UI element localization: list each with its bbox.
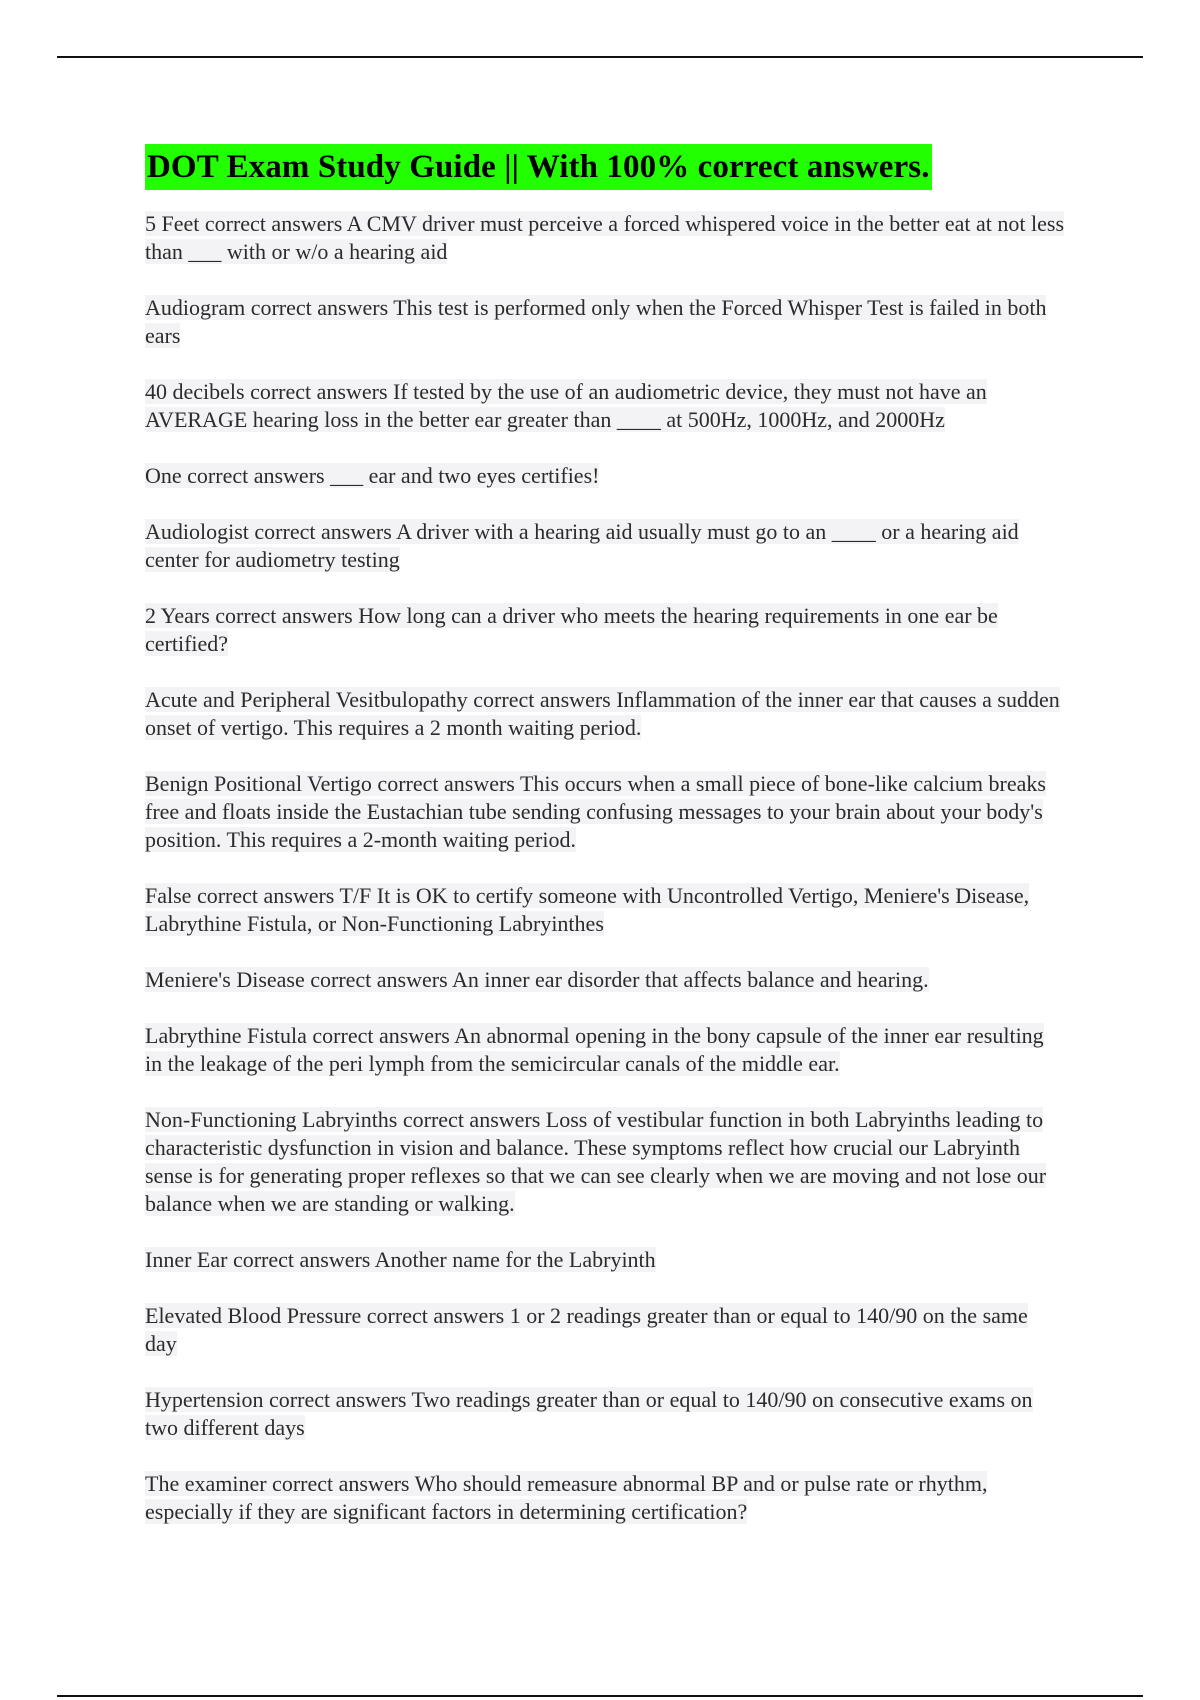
document-body — [145, 144, 1065, 1554]
header-rule — [57, 56, 1143, 58]
entry-text: Benign Positional Vertigo correct answers This occurs when a small piece of bone-like calcium breaks free and floats inside the Eustachian tube sending confusing messages to your brain about your body's position. This requires a 2-month waiting period. — [145, 771, 1046, 852]
entry-text: Acute and Peripheral Vesitbulopathy correct answers Inflammation of the inner ear that causes a sudden onset of vertigo. This requires a 2 month waiting period. — [145, 687, 1060, 740]
entry-audiologist — [145, 518, 1065, 574]
entry-text: Hypertension correct answers Two readings greater than or equal to 140/90 on consecutive exams on two different days — [145, 1387, 1033, 1440]
entry-benign-positional-vertigo — [145, 770, 1065, 854]
entry-2-years — [145, 602, 1065, 658]
entry-text: 5 Feet correct answers A CMV driver must perceive a forced whispered voice in the better eat at not less than ___ with or w/o a hearing aid — [145, 211, 1065, 264]
entry-text: Labrythine Fistula correct answers An abnormal opening in the bony capsule of the inner ear resulting in the leakage of the peri lymph from the semicircular canals of the middle ear. — [145, 1023, 1044, 1076]
entry-hypertension — [145, 1386, 1065, 1442]
entry-text: Audiogram correct answers This test is performed only when the Forced Whisper Test is failed in both ears — [145, 295, 1047, 348]
entry-5-feet — [145, 210, 1065, 266]
entry-text: False correct answers T/F It is OK to certify someone with Uncontrolled Vertigo, Meniere's Disease, Labrythine Fistula, or Non-Functioning Labryinthes — [145, 883, 1030, 936]
entry-text: Meniere's Disease correct answers An inner ear disorder that affects balance and hearing. — [145, 967, 929, 992]
entry-audiogram — [145, 294, 1065, 350]
entry-text: One correct answers ___ ear and two eyes certifies! — [145, 463, 600, 488]
entry-inner-ear — [145, 1246, 1065, 1274]
entry-text: Inner Ear correct answers Another name for the Labryinth — [145, 1247, 656, 1272]
entry-non-functioning-labryinths — [145, 1106, 1065, 1218]
entry-text: 2 Years correct answers How long can a driver who meets the hearing requirements in one ear be certified? — [145, 603, 998, 656]
title-block — [145, 144, 1065, 196]
entry-one — [145, 462, 1065, 490]
entry-acute-vestibulopathy — [145, 686, 1065, 742]
footer-rule — [57, 1695, 1143, 1697]
entry-text: Elevated Blood Pressure correct answers 1 or 2 readings greater than or equal to 140/90 on the same day — [145, 1303, 1028, 1356]
entry-menieres-disease — [145, 966, 1065, 994]
entry-40-decibels — [145, 378, 1065, 434]
entry-text: The examiner correct answers Who should remeasure abnormal BP and or pulse rate or rhythm, especially if they are significant factors in determining certification? — [145, 1471, 988, 1524]
entry-elevated-blood-pressure — [145, 1302, 1065, 1358]
entry-the-examiner — [145, 1470, 1065, 1526]
entry-false — [145, 882, 1065, 938]
document-title: DOT Exam Study Guide || With 100% correct answers. — [145, 144, 932, 190]
entry-text: Audiologist correct answers A driver with a hearing aid usually must go to an ____ or a hearing aid center for audiometry testing — [145, 519, 1019, 572]
entry-text: Non-Functioning Labryinths correct answers Loss of vestibular function in both Labryinths leading to characteristic dysfunction in vision and balance. These symptoms reflect how crucial our Labryinth sense is for generating proper reflexes so that we can see clearly when we are moving and not lose our balance when we are standing or walking. — [145, 1107, 1047, 1216]
entry-labrythine-fistula — [145, 1022, 1065, 1078]
entry-text: 40 decibels correct answers If tested by the use of an audiometric device, they must not have an AVERAGE hearing loss in the better ear greater than ____ at 500Hz, 1000Hz, and 2000Hz — [145, 379, 987, 432]
